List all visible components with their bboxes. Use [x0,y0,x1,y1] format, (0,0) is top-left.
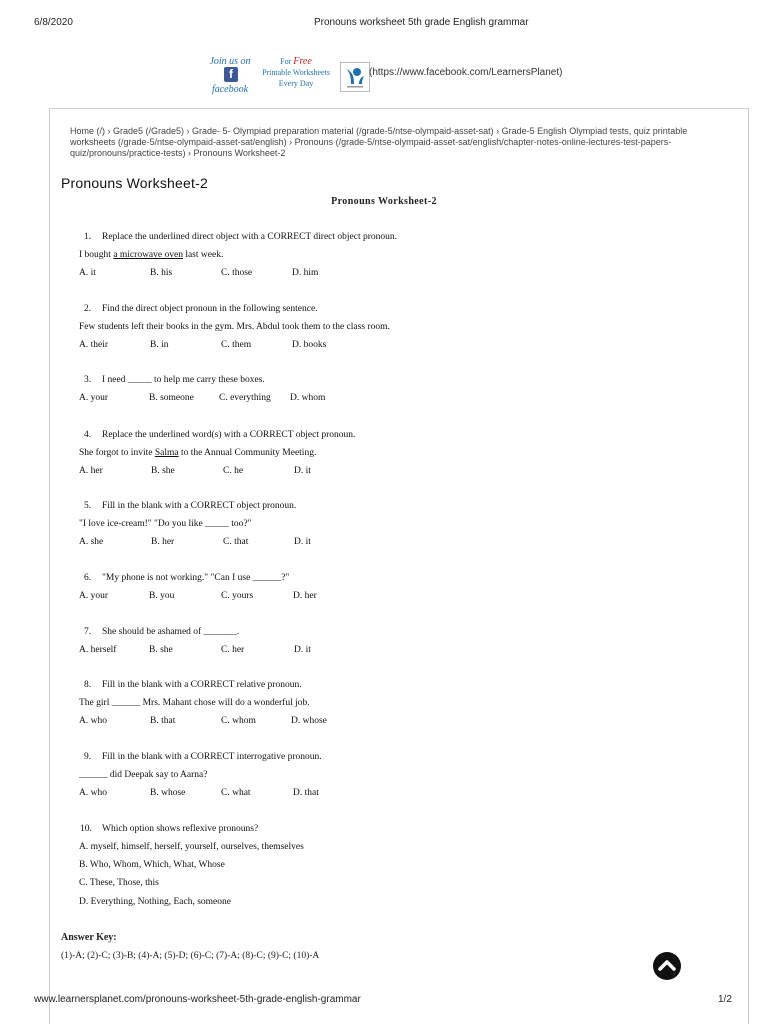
question-sentence [79,250,223,260]
question-text: Which option shows reflexive pronouns? [102,824,259,834]
learners-planet-logo-icon [340,62,370,92]
print-title: Pronouns worksheet 5th grade English grammar [314,17,529,28]
question-sentence: Few students left their books in the gym. Mrs. Abdul took them to the class room. [79,322,390,332]
question-text: I need _____ to help me carry these boxes. [102,375,265,385]
scroll-to-top-button[interactable] [653,952,681,980]
option-d: D. her [293,591,317,601]
sentence-part: She forgot to invite [79,448,155,458]
option-a: A. your [79,591,109,601]
option-c: C. yours [221,591,254,601]
question-8 [0,680,768,730]
sentence-part: last week. [182,250,224,260]
question-2 [0,304,768,354]
option-a: A. myself, himself, herself, yourself, ourselves, themselves [79,842,304,852]
sentence-part: to the Annual Community Meeting. [178,448,317,458]
question-number: 4. [84,430,92,440]
question-text: Replace the underlined word(s) with a CORRECT object pronoun. [102,430,356,440]
option-d: D. it [294,645,311,655]
answer-key-text: (1)-A; (2)-C; (3)-B; (4)-A; (5)-D; (6)-C; (7)-A; (8)-C; (9)-C; (10)-A [61,951,320,961]
question-number: 10. [80,824,92,834]
option-d: D. books [292,340,327,350]
option-c: C. them [221,340,252,350]
question-10 [0,824,768,914]
option-a: A. her [79,466,103,476]
question-text: Replace the underlined direct object with a CORRECT direct object pronoun. [102,232,398,242]
question-number: 6. [84,573,92,583]
print-page-number: 1/2 [718,994,732,1005]
option-d: D. him [292,268,319,278]
option-c: C. those [221,268,253,278]
option-c: C. what [221,788,251,798]
question-sentence: ______ did Deepak say to Aarna? [79,770,208,780]
option-d: D. it [294,466,311,476]
underlined-object: Salma [154,448,179,458]
promo-for: For [280,57,292,66]
question-sentence [79,448,316,458]
facebook-icon: f [224,67,238,82]
question-7 [0,627,768,659]
question-text: She should be ashamed of _______. [102,627,240,637]
facebook-url-link[interactable]: (https://www.facebook.com/LearnersPlanet) [369,67,563,78]
question-number: 2. [84,304,92,314]
option-d: D. that [293,788,319,798]
question-number: 3. [84,375,92,385]
underlined-object: a microwave oven [113,250,183,260]
option-a: A. who [79,788,107,798]
chevron-up-icon [653,952,681,980]
question-number: 1. [84,232,92,242]
option-b: B. her [151,537,175,547]
option-b: B. that [150,716,176,726]
option-d: D. it [294,537,311,547]
breadcrumb[interactable]: Home (/) › Grade5 (/Grade5) › Grade- 5- Olympiad preparation material (/grade-5/ntse-olympaid-asset-sat) › Grade-5 English Olympiad tests, quiz printable worksheets (/grade-5/ntse-olympaid-asset-sat/english) › Pronouns (/grade-5/ntse-olympaid-asset-sat/english/chapter-notes-online-lectures-test-papers-quiz/pronouns/practice-tests) › Pronouns Worksheet-2 [70,126,688,158]
question-text: Fill in the blank with a CORRECT object pronoun. [102,501,297,511]
option-a: A. who [79,716,107,726]
option-c: C. These, Those, this [79,878,159,888]
option-c: C. whom [221,716,256,726]
promo-line3: Every Day [278,79,314,88]
question-sentence: "I love ice-cream!" "Do you like _____ too?" [79,519,252,529]
question-6 [0,573,768,605]
question-9 [0,752,768,802]
promo-line2: Printable Worksheets [262,68,330,77]
question-4 [0,430,768,480]
question-number: 5. [84,501,92,511]
answer-key-heading: Answer Key: [61,932,117,943]
option-b: B. Who, Whom, Which, What, Whose [79,860,225,870]
option-b: B. she [151,466,175,476]
question-5 [0,501,768,551]
option-c: C. her [221,645,245,655]
option-c: C. that [223,537,249,547]
sentence-part: I bought [79,250,114,260]
option-d: D. Everything, Nothing, Each, someone [79,897,231,907]
question-text: Find the direct object pronoun in the following sentence. [102,304,318,314]
question-number: 8. [84,680,92,690]
question-text: "My phone is not working." "Can I use ______?" [102,573,290,583]
option-b: B. in [150,340,169,350]
question-number: 7. [84,627,92,637]
option-a: A. their [79,340,109,350]
worksheet-title: Pronouns Worksheet-2 [331,196,437,207]
question-text: Fill in the blank with a CORRECT relative pronoun. [102,680,302,690]
print-footer-url: www.learnersplanet.com/pronouns-worksheet-5th-grade-english-grammar [34,994,361,1005]
question-1 [0,232,768,282]
option-a: A. your [79,393,109,403]
option-d: D. whose [291,716,327,726]
option-a: A. she [79,537,104,547]
question-number: 9. [84,752,92,762]
option-b: B. his [150,268,173,278]
promo-text [255,56,337,89]
option-a: A. it [79,268,96,278]
facebook-banner[interactable] [205,56,370,96]
option-b: B. she [149,645,173,655]
question-text: Fill in the blank with a CORRECT interrogative pronoun. [102,752,322,762]
option-c: C. everything [219,393,271,403]
option-d: D. whom [290,393,326,403]
question-3 [0,375,768,407]
promo-free: Free [293,56,312,67]
print-date: 6/8/2020 [34,17,73,28]
join-us-text: Join us on [209,56,251,67]
facebook-word: facebook [211,84,249,95]
page-title: Pronouns Worksheet-2 [61,175,208,191]
option-c: C. he [223,466,244,476]
option-a: A. herself [79,645,117,655]
option-b: B. someone [149,393,194,403]
option-b: B. you [149,591,175,601]
question-sentence: The girl ______ Mrs. Mahant chose will do a wonderful job. [79,698,310,708]
option-b: B. whose [150,788,186,798]
